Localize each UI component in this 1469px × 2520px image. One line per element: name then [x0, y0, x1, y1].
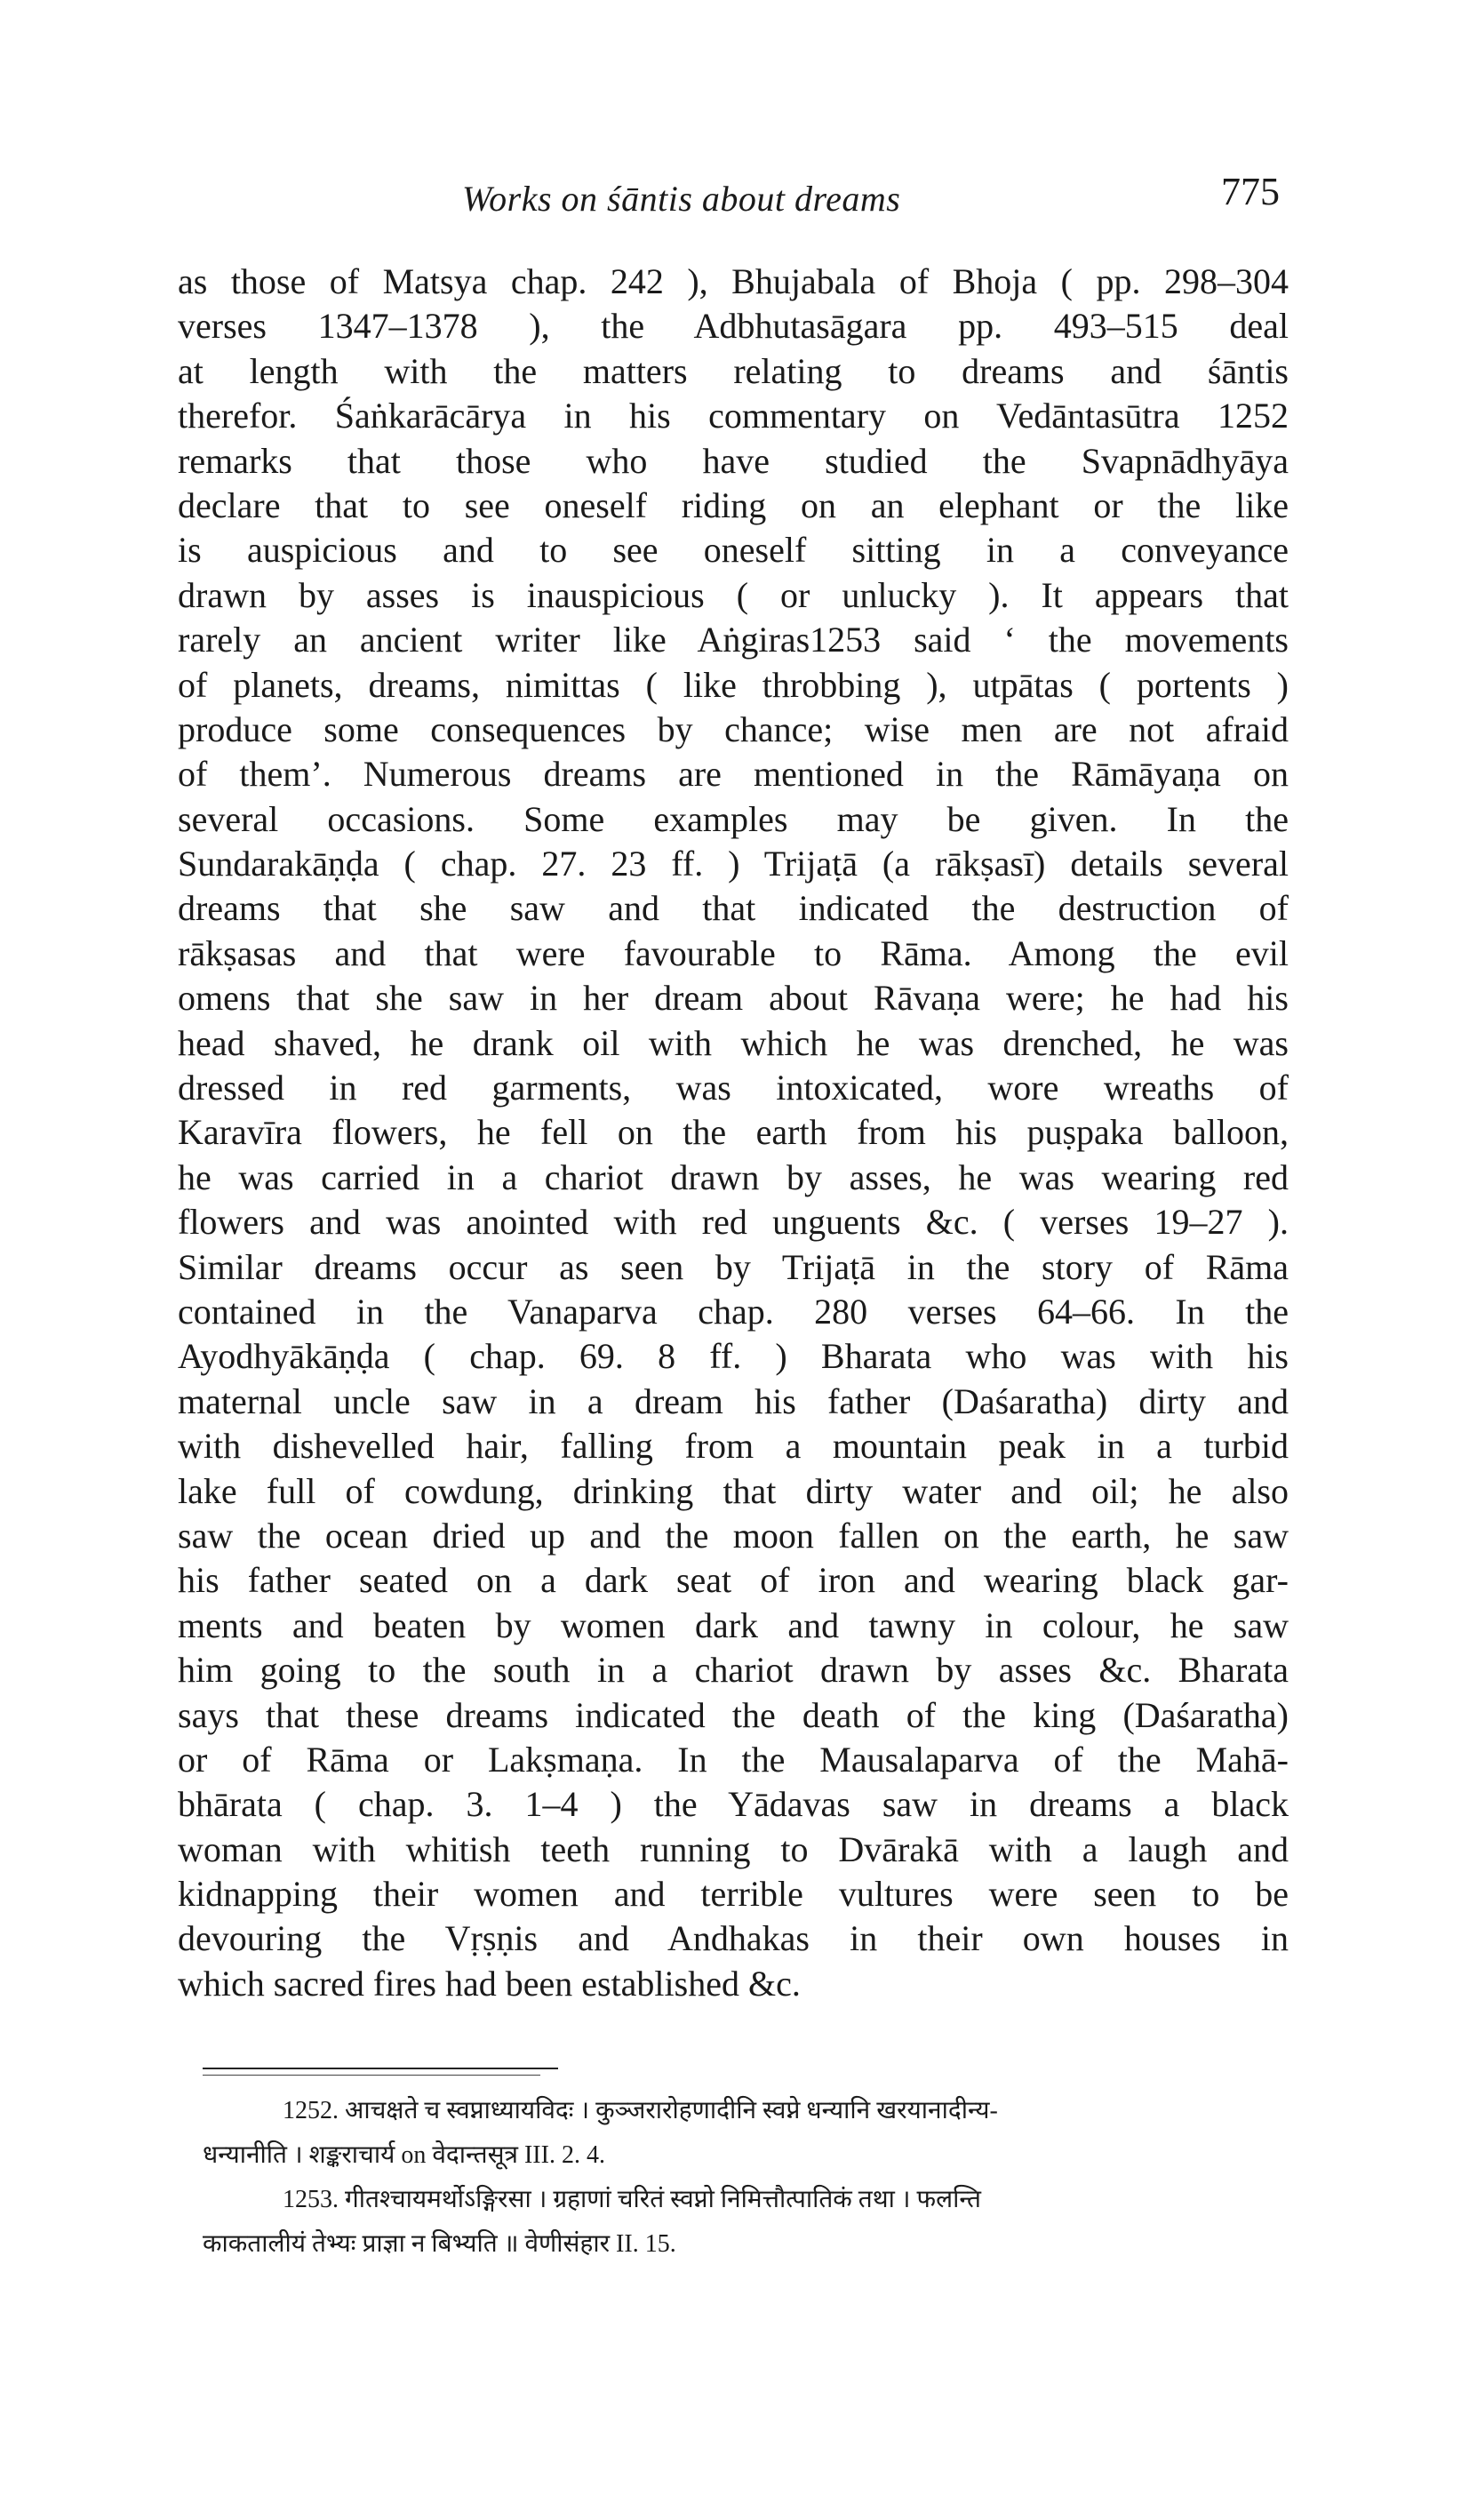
page-number: 775: [1221, 170, 1280, 213]
footnote-line: काकतालीयं तेभ्यः प्राज्ञा न बिभ्यति ॥ वेणीसंहार II. 15.: [203, 2230, 676, 2258]
text-line: ments and beaten by women dark and tawny in colour, he saw: [178, 1604, 1289, 1645]
text-line: of planets, dreams, nimittas ( like throbbing ), utpātas ( portents ): [178, 664, 1289, 705]
text-line: therefor. Śaṅkarācārya in his commentary on Vedāntasūtra 1252: [178, 396, 1289, 436]
text-line: Karavīra flowers, he fell on the earth from his puṣpaka balloon,: [178, 1112, 1289, 1153]
footnote-line: 1252. आचक्षते च स्वप्नाध्यायविदः । कुञ्जरारोहणादीनि स्वप्ने धन्यानि खरयानादीन्य-: [283, 2097, 998, 2124]
text-line: Ayodhyākāṇḍa ( chap. 69. 8 ff. ) Bharata who was with his: [178, 1336, 1289, 1377]
footnote-rule-secondary: [203, 2075, 540, 2076]
footnotes: [203, 2089, 1269, 2267]
text-line: as those of Matsya chap. 242 ), Bhujabala of Bhoja ( pp. 298–304: [178, 261, 1289, 301]
text-line: maternal uncle saw in a dream his father (Daśaratha) dirty and: [178, 1380, 1289, 1421]
text-line: his father seated on a dark seat of iron and wearing black gar-: [178, 1560, 1289, 1601]
text-line: kidnapping their women and terrible vultures were seen to be: [178, 1874, 1289, 1915]
text-line: head shaved, he drank oil with which he was drenched, he was: [178, 1022, 1289, 1063]
text-line: is auspicious and to see oneself sitting in a conveyance: [178, 530, 1289, 571]
text-line: omens that she saw in her dream about Rāvaṇa were; he had his: [178, 978, 1289, 1019]
text-line: saw the ocean dried up and the moon fallen on the earth, he saw: [178, 1515, 1289, 1556]
main-text: [178, 260, 1289, 2006]
text-line: dreams that she saw and that indicated the destruction of: [178, 888, 1289, 929]
text-line: lake full of cowdung, drinking that dirty water and oil; he also: [178, 1470, 1289, 1511]
text-line: bhārata ( chap. 3. 1–4 ) the Yādavas saw in dreams a black: [178, 1784, 1289, 1825]
text-line: with dishevelled hair, falling from a mountain peak in a turbid: [178, 1426, 1289, 1467]
text-line: contained in the Vanaparva chap. 280 verses 64–66. In the: [178, 1291, 1289, 1332]
text-line: of them’. Numerous dreams are mentioned in the Rāmāyaṇa on: [178, 754, 1289, 795]
text-line: drawn by asses is inauspicious ( or unlucky ). It appears that: [178, 574, 1289, 615]
text-line: at length with the matters relating to dreams and śāntis: [178, 350, 1289, 391]
text-line: which sacred fires had been established &c.: [178, 1963, 801, 2004]
page-header: [178, 169, 1297, 231]
text-line: woman with whitish teeth running to Dvārakā with a laugh and: [178, 1828, 1289, 1869]
text-line: remarks that those who have studied the Svapnādhyāya: [178, 440, 1289, 481]
footnote-rule: [203, 2068, 558, 2069]
text-line: Similar dreams occur as seen by Trijaṭā in the story of Rāma: [178, 1246, 1289, 1287]
text-line: he was carried in a chariot drawn by asses, he was wearing red: [178, 1156, 1289, 1197]
running-title: Works on śāntis about dreams: [462, 179, 901, 219]
text-line: says that these dreams indicated the death of the king (Daśaratha): [178, 1694, 1289, 1735]
footnote-line: धन्यानीति । शङ्कराचार्य on वेदान्तसूत्र III. 2. 4.: [203, 2141, 605, 2169]
text-line: verses 1347–1378 ), the Adbhutasāgara pp. 493–515 deal: [178, 306, 1289, 347]
text-line: several occasions. Some examples may be given. In the: [178, 798, 1289, 839]
text-line: him going to the south in a chariot drawn by asses &c. Bharata: [178, 1650, 1289, 1691]
text-line: produce some consequences by chance; wise men are not afraid: [178, 708, 1289, 749]
text-line: Sundarakāṇḍa ( chap. 27. 23 ff. ) Trijaṭā (a rākṣasī) details several: [178, 844, 1289, 884]
footnote-line: 1253. गीतश्चायमर्थोऽङ्गिरसा । ग्रहाणां चरितं स्वप्नो निमित्तौत्पातिकं तथा । फलन्ति: [283, 2186, 981, 2213]
text-line: or of Rāma or Lakṣmaṇa. In the Mausalaparva of the Mahā-: [178, 1739, 1289, 1780]
text-line: flowers and was anointed with red unguents &c. ( verses 19–27 ).: [178, 1202, 1289, 1243]
text-line: rarely an ancient writer like Aṅgiras1253 said ‘ the movements: [178, 620, 1289, 660]
text-line: dressed in red garments, was intoxicated, wore wreaths of: [178, 1068, 1289, 1108]
text-line: declare that to see oneself riding on an elephant or the like: [178, 484, 1289, 525]
text-line: rākṣasas and that were favourable to Rāma. Among the evil: [178, 932, 1289, 973]
text-line: devouring the Vṛṣṇis and Andhakas in their own houses in: [178, 1918, 1289, 1959]
